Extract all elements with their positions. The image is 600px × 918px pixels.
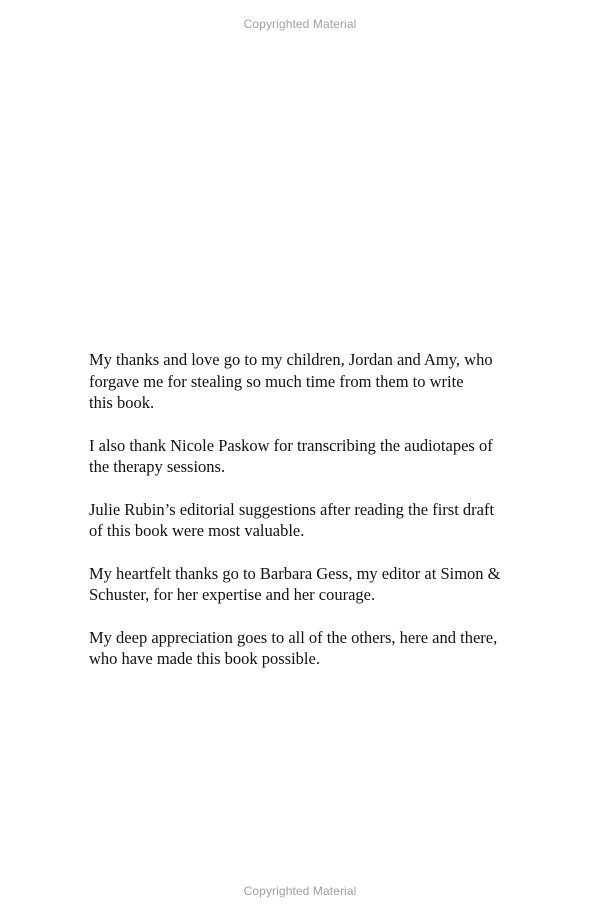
paragraph-thanks-children (89, 349, 529, 414)
paragraph-thanks-editor (89, 563, 529, 606)
acknowledgments-text (89, 349, 529, 691)
text-line: Julie Rubin’s editorial suggestions after reading the first draft (89, 499, 495, 519)
text-line: My deep appreciation goes to all of the others, here and there, (89, 627, 498, 647)
text-line: My thanks and love go to my children, Jordan and Amy, who (89, 350, 493, 369)
paragraph-thanks-others (89, 627, 529, 670)
paragraph-thanks-reader (89, 499, 529, 542)
copyright-watermark-top: Copyrighted Material (243, 17, 357, 31)
text-line: I also thank Nicole Paskow for transcribing the audiotapes of (89, 435, 493, 455)
text-line: forgave me for stealing so much time from them to write (89, 371, 464, 391)
text-line: of this book were most valuable. (89, 521, 305, 540)
text-line: the therapy sessions. (89, 457, 226, 476)
text-line: Schuster, for her expertise and her courage. (89, 585, 376, 604)
text-line: My heartfelt thanks go to Barbara Gess, my editor at Simon & (89, 563, 501, 583)
text-line: who have made this book possible. (89, 649, 320, 668)
text-line: this book. (89, 393, 155, 412)
paragraph-thanks-transcriber (89, 435, 529, 478)
copyright-watermark-bottom: Copyrighted Material (243, 884, 357, 898)
